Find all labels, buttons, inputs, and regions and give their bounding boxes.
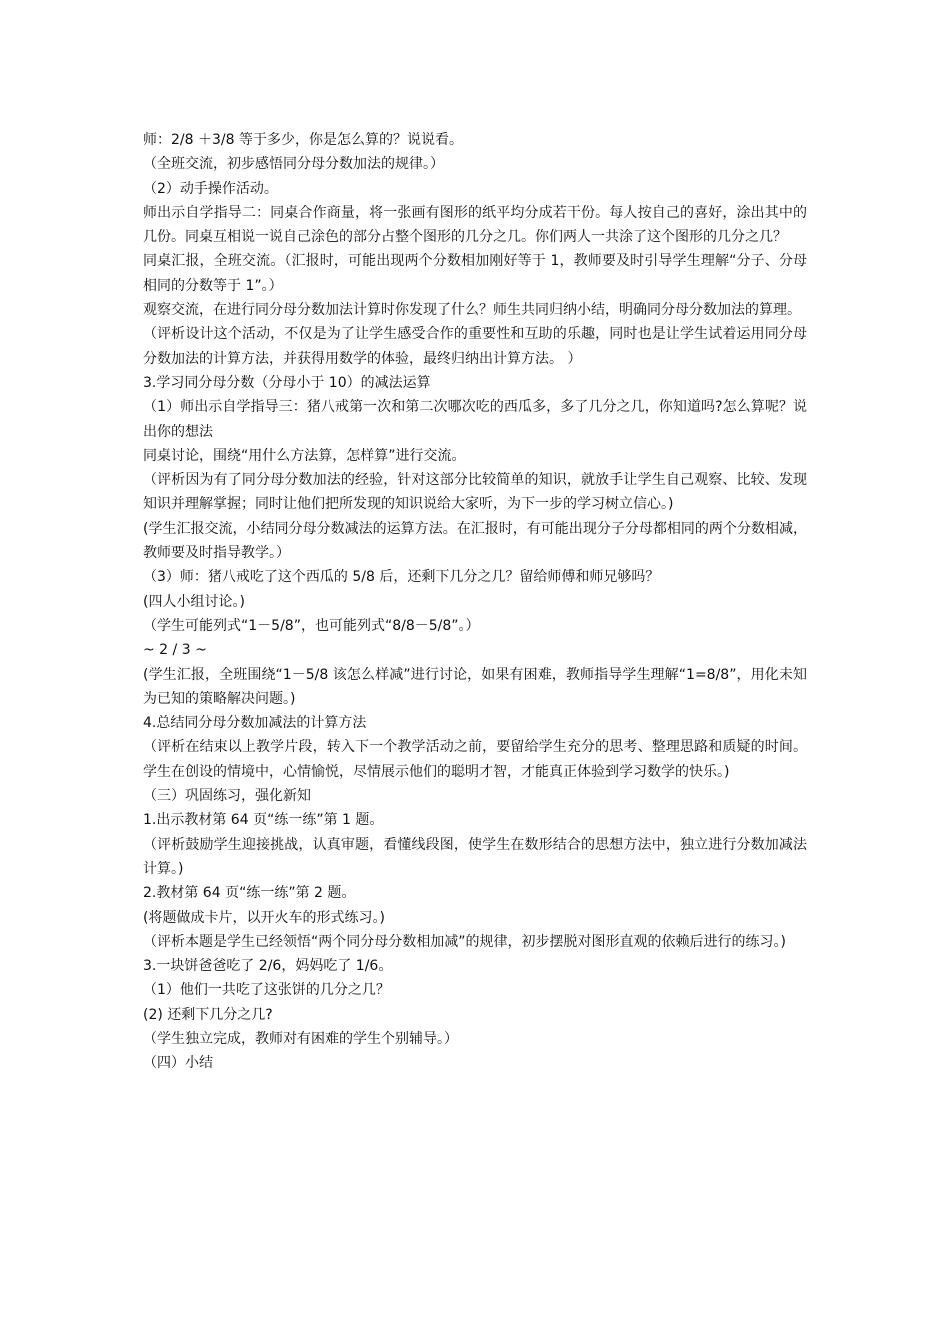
paragraph: （1）他们一共吃了这张饼的几分之几？ — [143, 982, 390, 999]
section-heading: 4.总结同分母分数加减法的计算方法 — [143, 715, 367, 732]
paragraph: （评析设计这个活动，不仅是为了让学生感受合作的重要性和互助的乐趣，同时也是让学生试着运用同分母分数加法的计算方法，并获得用数学的体验，最终归纳出计算方法。 ） — [143, 326, 807, 367]
section-heading: （三）巩固练习，强化新知 — [143, 788, 311, 805]
paragraph: （全班交流，初步感悟同分母分数加法的规律。） — [143, 156, 444, 173]
paragraph: （评析鼓励学生迎接挑战，认真审题，看懂线段图，使学生在数形结合的思想方法中，独立进行分数加减法计算。) — [143, 836, 807, 877]
paragraph: （评析在结束以上教学片段，转入下一个教学活动之前，要留给学生充分的思考、整理思路和质疑的时间。学生在创设的情境中，心情愉悦，尽情展示他们的聪明才智，才能真正体验到学习数学的快乐。) — [143, 739, 807, 780]
page-number: ~ 2 / 3 ~ — [143, 642, 207, 659]
paragraph: （3）师：猪八戒吃了这个西瓜的 5/8 后，还剩下几分之几？留给师傅和师兄够吗？ — [143, 569, 660, 586]
paragraph: (将题做成卡片，以开火车的形式练习。) — [143, 909, 385, 926]
paragraph: （评析因为有了同分母分数加法的经验，针对这部分比较简单的知识，就放手让学生自己观察、比较、发现知识并理解掌握；同时让他们把所发现的知识说给大家听，为下一步的学习树立信心。) — [143, 472, 807, 513]
paragraph: （评析本题是学生已经领悟“两个同分母分数相加减”的规律，初步摆脱对图形直观的依赖后进行的练习。) — [143, 933, 786, 950]
section-heading: 3.学习同分母分数（分母小于 10）的减法运算 — [143, 374, 431, 391]
paragraph: （2）动手操作活动。 — [143, 180, 278, 197]
paragraph: 师：2/8 ＋3/8 等于多少，你是怎么算的？说说看。 — [143, 132, 463, 148]
paragraph: (四人小组讨论。) — [143, 593, 245, 610]
paragraph: 同桌讨论，围绕“用什么方法算，怎样算”进行交流。 — [143, 447, 466, 464]
section-heading: （四）小结 — [143, 1055, 213, 1072]
paragraph: 师出示自学指导二：同桌合作商量，将一张画有图形的纸平均分成若干份。每人按自己的喜好，涂出其中的几份。同桌互相说一说自己涂色的部分占整个图形的几分之几。你们两人一共涂了这个图形的几分之几？ — [143, 204, 807, 246]
paragraph: (学生汇报交流，小结同分母分数减法的运算方法。在汇报时，有可能出现分子分母都相同的两个分数相减，教师要及时指导教学。） — [143, 520, 807, 562]
paragraph: 2.教材第 64 页“练一练”第 2 题。 — [143, 885, 356, 902]
paragraph: （1）师出示自学指导三：猪八戒第一次和第二次哪次吃的西瓜多，多了几分之几，你知道吗?怎么算呢？说出你的想法 — [143, 399, 807, 440]
paragraph: （学生可能列式“1－5/8”，也可能列式“8/8－5/8”。） — [143, 617, 480, 634]
paragraph: 1.出示教材第 64 页“练一练”第 1 题。 — [143, 812, 384, 829]
paragraph: （学生独立完成，教师对有困难的学生个别辅导。） — [143, 1030, 458, 1047]
paragraph: (2) 还剩下几分之几? — [143, 1006, 273, 1023]
document-body — [143, 128, 807, 1076]
paragraph: 观察交流，在进行同分母分数加法计算时你发现了什么？师生共同归纳小结，明确同分母分数加法的算理。 — [143, 302, 801, 319]
paragraph: (学生汇报，全班围绕“1－5/8 该怎么样减”进行讨论，如果有困难，教师指导学生理解“1=8/8”，用化未知为已知的策略解决问题。) — [143, 666, 807, 707]
paragraph: 3.一块饼爸爸吃了 2/6，妈妈吃了 1/6。 — [143, 958, 393, 975]
paragraph: 同桌汇报，全班交流。（汇报时，可能出现两个分数相加刚好等于 1，教师要及时引导学生理解“分子、分母相同的分数等于 1”。） — [143, 253, 807, 294]
